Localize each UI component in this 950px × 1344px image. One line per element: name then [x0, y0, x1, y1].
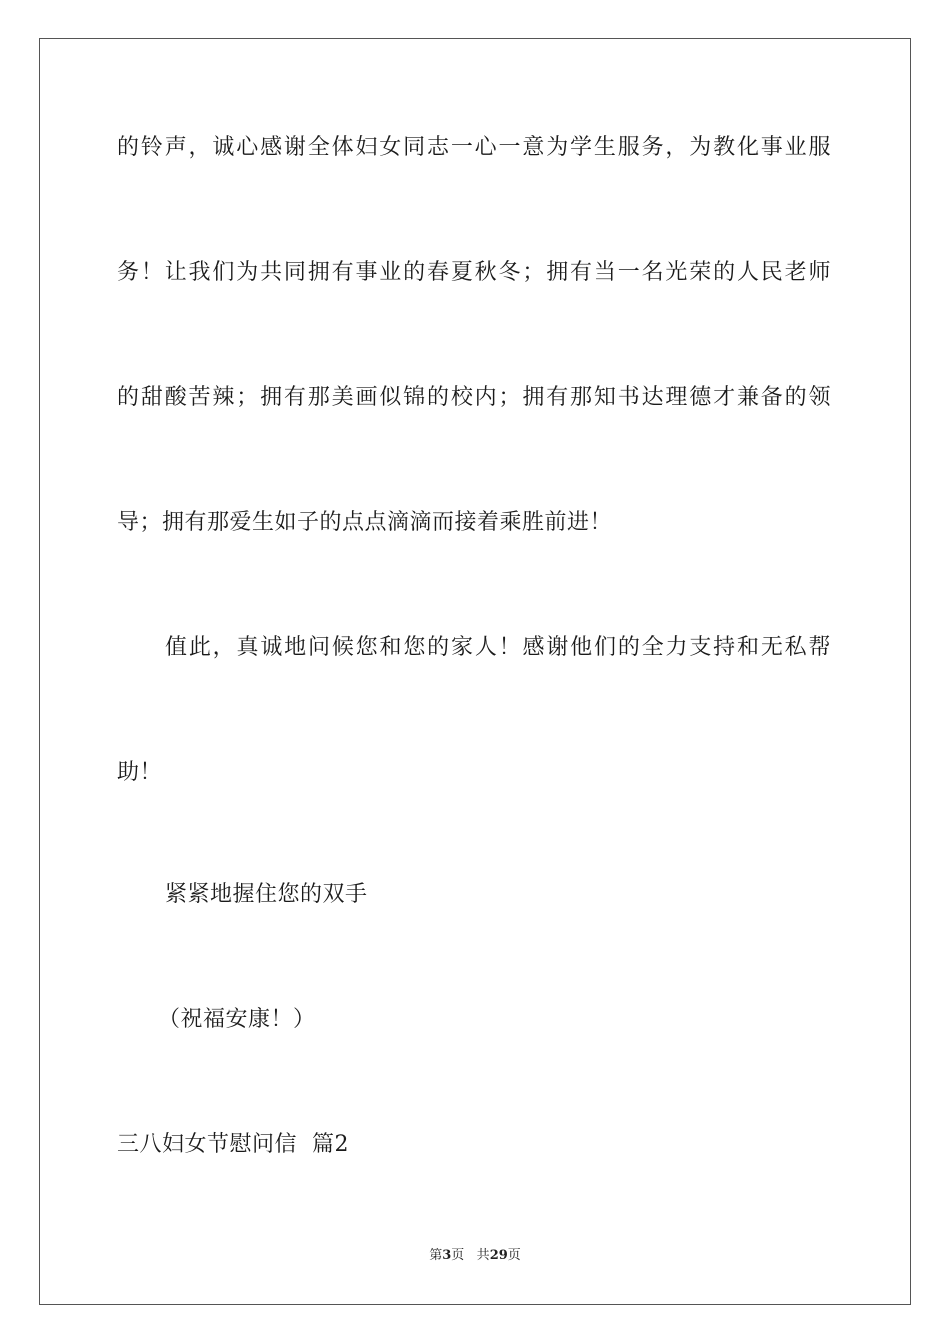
body-line-4: 导；拥有那爱生如子的点点滴滴而接着乘胜前进！	[117, 510, 613, 535]
footer-total-pages: 29	[489, 1248, 508, 1263]
footer-prefix: 第	[429, 1248, 443, 1263]
body-line-3: 的甜酸苦辣；拥有那美画似锦的校内；拥有那知书达理德才兼备的领	[117, 385, 831, 410]
body-line-1: 的铃声，诚心感谢全体妇女同志一心一意为学生服务，为教化事业服	[117, 135, 831, 160]
footer-page-number: 3	[442, 1248, 452, 1263]
blessing-line: （祝福安康！）	[158, 1007, 316, 1032]
footer-total-suffix: 页	[507, 1248, 521, 1263]
body-line-5: 值此，真诚地问候您和您的家人！感谢他们的全力支持和无私帮	[165, 635, 831, 660]
page-footer	[0, 1247, 950, 1265]
body-line-6: 助！	[117, 760, 163, 785]
closing-line: 紧紧地握住您的双手	[165, 882, 368, 907]
section-heading: 三八妇女节慰问信 篇2	[117, 1132, 349, 1157]
footer-page-suffix: 页	[451, 1248, 465, 1263]
footer-total-prefix: 共	[476, 1248, 490, 1263]
page-border	[39, 38, 911, 1305]
body-line-2: 务！让我们为共同拥有事业的春夏秋冬；拥有当一名光荣的人民老师	[117, 260, 831, 285]
